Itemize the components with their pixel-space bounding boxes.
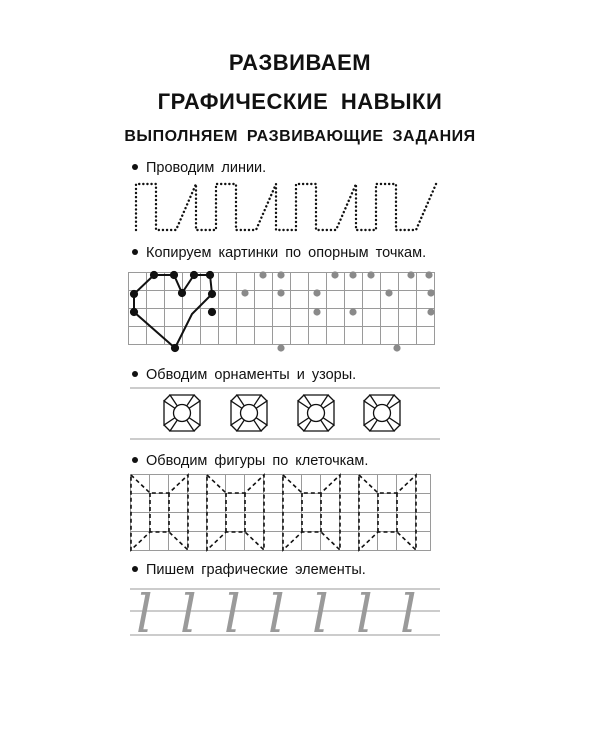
section-label-text: Пишем графические элементы. bbox=[146, 562, 366, 578]
ornament-figure bbox=[164, 395, 200, 431]
bullet-icon bbox=[132, 249, 138, 255]
section-lines-label bbox=[132, 160, 266, 176]
ornament-figure bbox=[231, 395, 267, 431]
cell-grid bbox=[130, 474, 431, 551]
section-label-text: Обводим орнаменты и узоры. bbox=[146, 367, 357, 383]
ornament-figure bbox=[298, 395, 334, 431]
page-title-line-1: РАЗВИВАЕМ bbox=[228, 50, 372, 75]
ornament-figure bbox=[364, 395, 400, 431]
page-subtitle: ВЫПОЛНЯЕМ РАЗВИВАЮЩИЕ ЗАДАНИЯ bbox=[124, 128, 476, 145]
cursive-letter: l bbox=[268, 585, 285, 645]
cursive-letter: l bbox=[136, 585, 153, 645]
section-ornaments-label bbox=[132, 367, 356, 383]
bullet-icon bbox=[132, 164, 138, 170]
heart-shape bbox=[130, 271, 215, 351]
section-cells-label bbox=[132, 453, 368, 469]
page-title-line-2: ГРАФИЧЕСКИЕ НАВЫКИ bbox=[157, 89, 443, 114]
cursive-letter: l bbox=[312, 585, 329, 645]
ornament-exercise bbox=[130, 386, 440, 442]
bullet-icon bbox=[132, 457, 138, 463]
cursive-letter: l bbox=[180, 585, 197, 645]
cursive-letters bbox=[136, 585, 417, 645]
line-tracing-exercise bbox=[130, 178, 440, 236]
bullet-icon bbox=[132, 566, 138, 572]
section-dots-label bbox=[132, 245, 426, 261]
reference-dots bbox=[241, 271, 434, 351]
dot-grid bbox=[128, 272, 435, 345]
cell-tracing-exercise bbox=[130, 474, 440, 552]
section-label-text: Обводим фигуры по клеточкам. bbox=[146, 453, 369, 469]
section-label-text: Проводим линии. bbox=[146, 160, 267, 176]
cursive-exercise bbox=[130, 585, 440, 645]
cursive-letter: l bbox=[224, 585, 241, 645]
cursive-letter: l bbox=[356, 585, 373, 645]
bullet-icon bbox=[132, 371, 138, 377]
section-elements-label bbox=[132, 562, 366, 578]
dotted-zigzag-line bbox=[136, 184, 436, 230]
dot-copy-exercise bbox=[128, 272, 442, 354]
section-label-text: Копируем картинки по опорным точкам. bbox=[146, 245, 427, 261]
cursive-letter: l bbox=[400, 585, 417, 645]
